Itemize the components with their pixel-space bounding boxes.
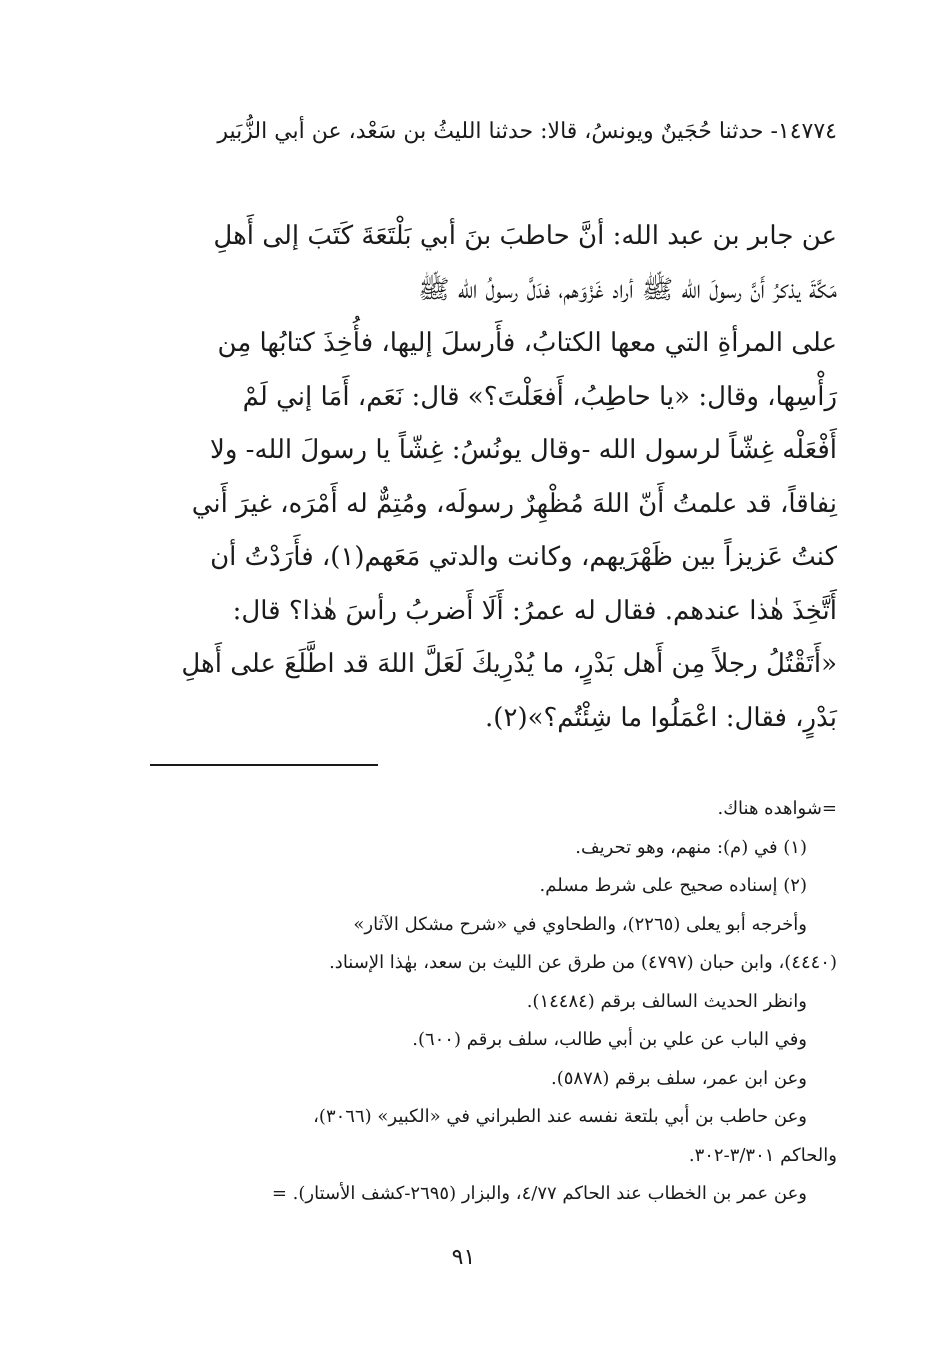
matn-line: رَأْسِها، وقال: «يا حاطِبُ، أَفعَلْتَ؟» قال: نَعَم، أَمَا إني لَمْ <box>242 381 837 412</box>
footnote-line: والحاكم ٣/٣٠١-٣٠٢. <box>688 1144 837 1166</box>
footnote-line: وعن حاطب بن أبي بلتعة نفسه عند الطبراني في «الكبير» (٣٠٦٦)، <box>313 1106 807 1127</box>
footnote-line: وفي الباب عن علي بن أبي طالب، سلف برقم (٦٠٠). <box>412 1029 807 1050</box>
footnote-line: (٤٤٤٠)، وابن حبان (٤٧٩٧) من طرق عن الليث بن سعد، بهٰذا الإسناد. <box>329 952 837 973</box>
matn-line: نِفاقاً، قد علمتُ أَنّ اللهَ مُظْهِرٌ رسولَه، ومُتِمٌّ له أَمْرَه، غيرَ أَني <box>191 488 837 519</box>
matn-line: بَدْرٍ، فقال: اعْمَلُوا ما شِئْتُم؟»(٢). <box>485 702 837 733</box>
page-number: ٩١ <box>451 1245 476 1270</box>
hadith-isnad <box>150 112 837 152</box>
footnote-line: وعن ابن عمر، سلف برقم (٥٨٧٨). <box>551 1067 807 1089</box>
footnote-line: (١) في (م): منهم، وهو تحريف. <box>575 836 807 858</box>
matn-line: على المرأةِ التي معها الكتابُ، فأَرسلَ إليها، فأُخِذَ كتابُها مِن <box>217 328 837 358</box>
footnotes <box>150 790 837 1214</box>
footnote-line: وعن عمر بن الخطاب عند الحاكم ٤/٧٧، والبزار (٢٦٩٥-كشف الأستار). = <box>271 1183 807 1204</box>
footnote-line: وأخرجه أبو يعلى (٢٢٦٥)، والطحاوي في «شرح مشكل الآثار» <box>353 913 807 935</box>
footnote-line: (٢) إسناده صحيح على شرط مسلم. <box>539 875 807 896</box>
footnote-separator <box>150 764 378 766</box>
matn-line: مَكَّةَ يذكرُ أَنَّ رسولَ الله ﷺ أراد غَزْوَهم، فدَلَّ رسولُ الله ﷺ <box>418 274 837 305</box>
hadith-matn <box>150 210 837 745</box>
matn-line: عن جابر بن عبد الله: أنَّ حاطبَ بنَ أبي بَلْتَعَةَ كَتَبَ إلى أَهلِ <box>213 221 837 251</box>
isnad-text: ١٤٧٧٤- حدثنا حُجَينٌ ويونسُ، قالا: حدثنا الليثُ بن سَعْد، عن أبي الزُّبَير <box>217 119 837 144</box>
matn-line: أَفْعَلْه غِشّاً لرسول الله -وقال يونُسُ: غِشّاً يا رسولَ الله- ولا <box>210 435 837 465</box>
footnote-line: وانظر الحديث السالف برقم (١٤٤٨٤). <box>526 990 807 1012</box>
footnote-line: =شواهده هناك. <box>717 798 837 819</box>
matn-line: «أَتَقْتُلُ رجلاً مِن أَهل بَدْرٍ، ما يُدْرِيكَ لَعَلَّ اللهَ قد اطَّلَعَ على أَهلِ <box>181 649 837 679</box>
matn-line: أَتَّخِذَ هٰذا عندهم. فقال له عمرُ: أَلَا أَضربُ رأسَ هٰذا؟ قال: <box>232 595 837 626</box>
matn-line: كنتُ عَزيزاً بين ظَهْرَيهم، وكانت والدتي مَعَهم(١)، فأَرَدْتُ أن <box>210 542 837 572</box>
